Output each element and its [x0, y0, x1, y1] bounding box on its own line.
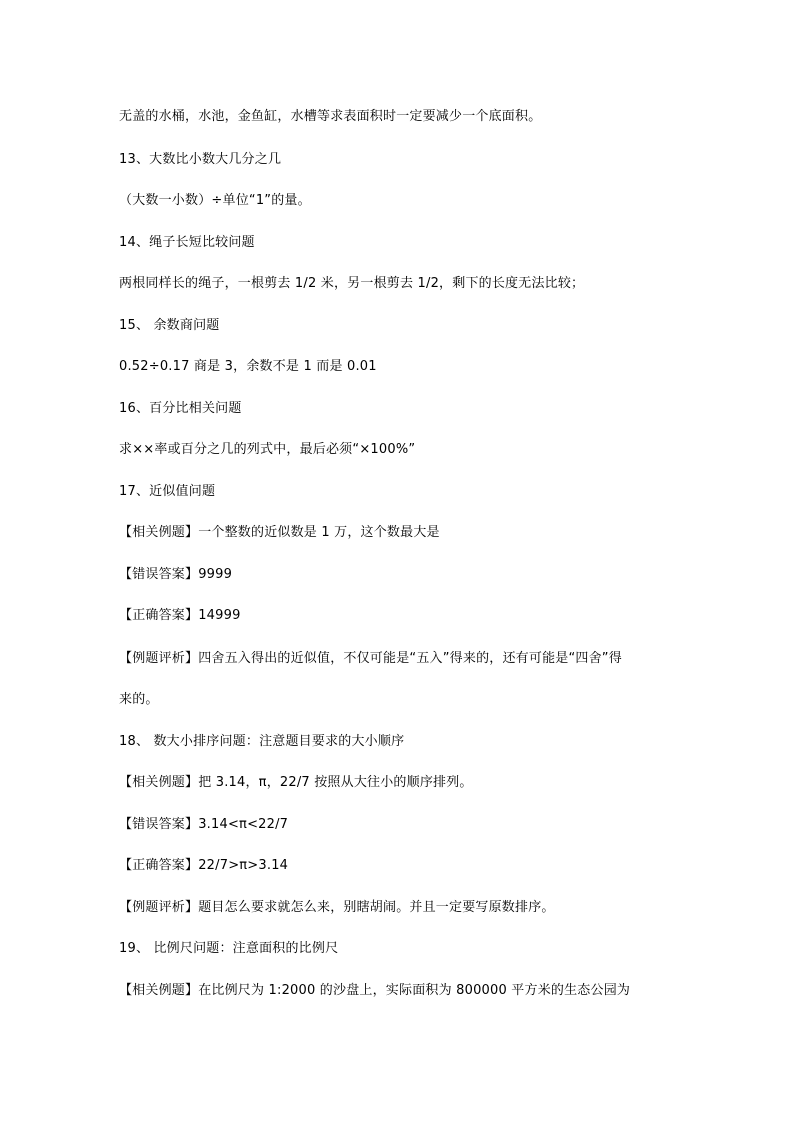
section-heading: 16、百分比相关问题: [119, 401, 242, 416]
text-line: 【例题评析】四舍五入得出的近似值，不仅可能是“五入”得来的，还有可能是“四舍”得: [119, 651, 622, 666]
text-line: 两根同样长的绳子，一根剪去 1/2 米，另一根剪去 1/2，剩下的长度无法比较；: [119, 276, 585, 291]
text-line: 无盖的水桶，水池，金鱼缸，水槽等求表面积时一定要减少一个底面积。: [119, 109, 542, 124]
text-line: 【错误答案】9999: [119, 567, 233, 582]
section-heading: 19、 比例尺问题：注意面积的比例尺: [119, 941, 339, 956]
text-line: 求××率或百分之几的列式中，最后必须“×100%”: [119, 442, 416, 457]
text-line: 0.52÷0.17 商是 3，余数不是 1 而是 0.01: [119, 359, 377, 374]
section-heading: 13、大数比小数大几分之几: [119, 152, 282, 167]
text-line: 【例题评析】题目怎么要求就怎么来，别瞎胡闹。并且一定要写原数排序。: [119, 900, 555, 915]
text-line: 【相关例题】在比例尺为 1:2000 的沙盘上，实际面积为 800000 平方米的生态公园为: [119, 983, 631, 998]
section-heading: 14、绳子长短比较问题: [119, 235, 255, 250]
text-line: 【相关例题】把 3.14，π，22/7 按照从大往小的顺序排列。: [119, 775, 473, 790]
text-line: 【相关例题】一个整数的近似数是 1 万，这个数最大是: [119, 525, 440, 540]
section-heading: 15、 余数商问题: [119, 318, 220, 333]
section-heading: 17、近似值问题: [119, 484, 216, 499]
text-line: 【正确答案】22/7>π>3.14: [119, 858, 289, 873]
section-heading: 18、 数大小排序问题：注意题目要求的大小顺序: [119, 734, 405, 749]
text-line: 【错误答案】3.14<π<22/7: [119, 817, 289, 832]
text-line: 来的。: [119, 692, 159, 707]
text-line: （大数一小数）÷单位“1”的量。: [119, 193, 311, 208]
text-line: 【正确答案】14999: [119, 608, 241, 623]
